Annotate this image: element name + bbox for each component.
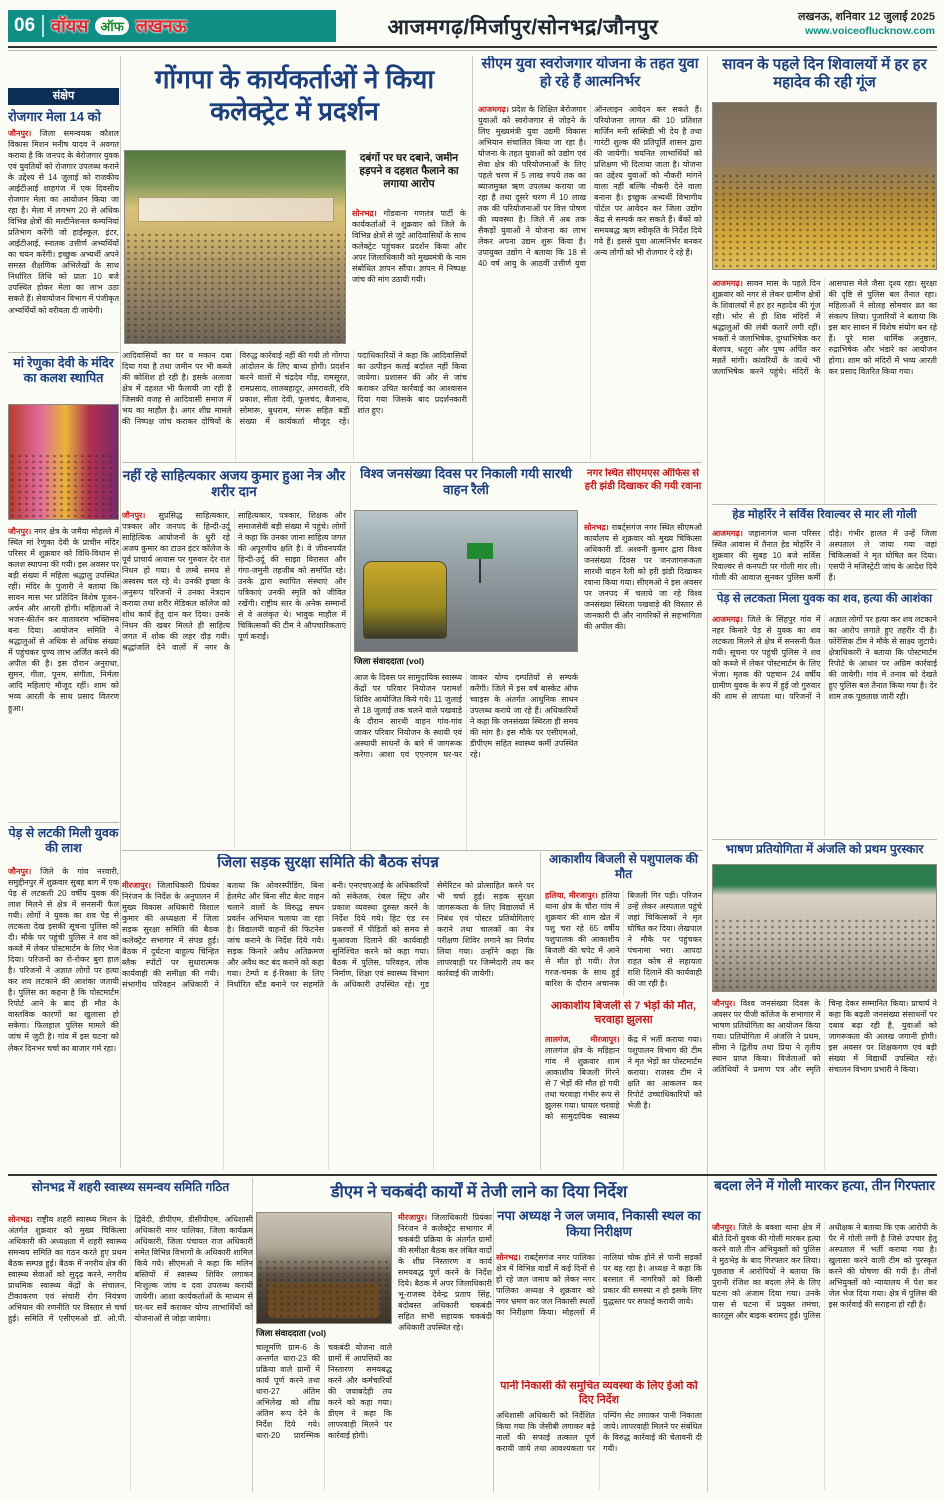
briefs-section-label: संक्षेप [8,88,119,105]
body-text: प्रदेश के शिक्षित बेरोजगार युवाओं को स्वरोजगार से जोड़ने के लिए मुख्यमंत्री युवा उद्यमी विकास अभियान संचालित किया जा रहा है। योजना के तहत युवाओं को उद्योग एवं सेवा क्षेत्र की परियोजनाओं के लिए पहले चरण में 5 लाख रुपये तक का ब्याजमुक्त ऋण उपलब्ध कराया जा रहा है तथा दूसरे चरण में 10 लाख तक की परियोजनाओं पर वित्त पोषण की व्यवस्था है। जिले में अब तक सैकड़ों युवाओं ने योजना का लाभ लेकर अपना उद्यम शुरू किया है। उपायुक्त उद्योग ने बताया कि 18 से 40 वर्ष आयु के आठवीं उत्तीर्ण युवा ऑनलाइन आवेदन कर सकते हैं। परियोजना लागत की 10 प्रतिशत मार्जिन मनी सब्सिडी भी देय है तथा गारंटी शुल्क की प्रतिपूर्ति शासन द्वारा की जायेगी। चयनित लाभार्थियों को प्रशिक्षण भी दिलाया जाता है। योजना का उद्देश्य युवाओं को नौकरी मांगने वाला नहीं बल्कि नौकरी देने वाला बनाना है। इच्छुक अभ्यर्थी विभागीय पोर्टल पर आवेदन कर जिला उद्योग केंद्र से सम्पर्क कर सकते हैं। बैंकों को समयबद्ध ऋण स्वीकृति के निर्देश दिये गये हैं। इससे युवा आत्मनिर्भर बनकर अन्य लोगों को भी रोजगार दे रहे हैं। [478,105,702,269]
article-body [712,528,937,588]
meeting-table [268,1283,381,1318]
masthead-word-of: ऑफ [95,17,128,35]
page-number: 06 [14,15,44,37]
section-rule [8,1174,937,1176]
body-text: नगर क्षेत्र के जमैया मोहल्ले में स्थित मां रेणुका देवी के प्राचीन मंदिर परिसर में शुक्रवार को विधि-विधान से कलश स्थापना की गयी। इस अवसर पर बड़ी संख्या में महिला श्रद्धालु उपस्थित रहीं। मंदिर के पुजारी ने बताया कि सावन मास भर प्रतिदिन विशेष पूजन-अर्चन और आरती होगी। महिलाओं ने भजन-कीर्तन कर वातावरण भक्तिमय बना दिया। आयोजन समिति ने श्रद्धालुओं से अधिक से अधिक संख्या में पहुंचकर पुण्य लाभ अर्जित करने की अपील की है। इस दौरान अनुराधा, सुमन, गीता, पूनम, संगीता, निर्मला आदि महिलाएं मौजूद रहीं। शाम को भव्य आरती के साथ प्रसाद वितरण हुआ। [8,527,119,713]
gongpa-protest-photo [124,150,346,344]
headline-swasthya-samiti: सोनभद्र में शहरी स्वास्थ्य समन्वय समिति गठित [31,1180,230,1194]
headline-ped-latakta-shav: पेड़ से लटकता मिला युवक का शव, हत्या की आशंका [716,593,933,605]
dateline: हलिया, मीरजापुर। [545,891,598,900]
section-rule [122,462,702,463]
article-body [122,510,346,848]
header-rule-thin [8,50,937,51]
article-body [584,522,702,850]
headline-renuka-devi: मां रेणुका देवी के मंदिर का कलश स्थापित [13,356,114,386]
body-text: जिले के सिंहपुर गांव में नहर किनारे पेड़ से युवक का शव लटकता मिलने से क्षेत्र में सनसनी फैल गयी। सूचना पर पहुंची पुलिस ने शव को कब्जे में लेकर पोस्टमार्टम के लिए भेजा। मृतक की पहचान 24 वर्षीय ग्रामीण युवक के रूप में हुई जो गुरुवार की शाम से लापता था। परिजनों ने अज्ञात लोगों पर हत्या कर शव लटकाने का आरोप लगाते हुए तहरीर दी है। फोरेंसिक टीम ने मौके से साक्ष्य जुटाये। क्षेत्राधिकारी ने बताया कि पोस्टमार्टम रिपोर्ट के आधार पर अग्रिम कार्रवाई की जायेगी। गांव में तनाव को देखते हुए पुलिस बल तैनात किया गया है। देर शाम तक पूछताछ जारी रही। [712,615,937,702]
dateline: आजमगढ़। [478,105,509,114]
body-text: राबर्ट्सगंज नगर स्थित सीएमओ कार्यालय से शुक्रवार को मुख्य चिकित्सा अधिकारी डॉ. अश्वनी कुमार द्वारा विश्व जनसंख्या दिवस पर जनजागरूकता सारथी वाहन रैली को हरी झंडी दिखाकर रवाना किया गया। सीएमओ ने इस अवसर पर जनपद में चलाये जा रहे विश्व जनसंख्या स्थिरता पखवाड़े की विस्तार से जानकारी दी और नागरिकों से सहभागिता की अपील की। [584,523,702,632]
article-body [354,672,578,850]
article-lead [352,208,466,344]
headline-napa-nirikshan: नपा अध्यक्ष ने जल जमाव, निकासी स्थल का किया निरीक्षण [497,1208,701,1239]
column-divider [472,56,473,462]
rally-flagoff-photo [354,510,578,652]
dateline: सोनभद्र। [496,1253,521,1262]
kalash-sthapana-photo [8,404,119,520]
dateline: मीरजापुर। [122,881,151,890]
dateline: सोनभद्र। [352,209,377,218]
body-text: जिलाधिकारी प्रियंका निरंजन के निर्देश के अनुपालन में मुख्य विकास अधिकारी विशाल कुमार की अध्यक्षता में जिला सड़क सुरक्षा समिति की बैठक कलेक्ट्रेट सभागार में संपन्न हुई। बैठक में दुर्घटना बाहुल्य चिन्हित ब्लैक स्पॉटों पर सुधारात्मक कार्यवाही की समीक्षा की गयी। संभागीय परिवहन अधिकारी ने बताया कि ओवरस्पीडिंग, बिना हेलमेट और बिना सीट बेल्ट वाहन चलाने वालों के विरुद्ध सघन प्रवर्तन अभियान चलाया जा रहा है। विद्यालयी वाहनों की फिटनेस जांच कराने के निर्देश दिये गये। सड़क किनारे अवैध अतिक्रमण और अवैध कट बंद कराने को कहा गया। टेम्पो व ई-रिक्शा के लिए निर्धारित स्टैंड बनाने पर सहमति बनी। एनएचएआई के अधिकारियों को संकेतक, रंबल स्ट्रिप और प्रकाश व्यवस्था दुरुस्त करने के निर्देश दिये गये। हिट एंड रन प्रकरणों में पीड़ितों को समय से मुआवजा दिलाने की कार्यवाही सुनिश्चित करने को कहा गया। बैठक में पुलिस, परिवहन, लोक निर्माण, शिक्षा एवं स्वास्थ्य विभाग के अधिकारी उपस्थित रहे। गुड सेमेरिटन को प्रोत्साहित करने पर भी चर्चा हुई। सड़क सुरक्षा जागरूकता के लिए विद्यालयों में निबंध एवं पोस्टर प्रतियोगिताएं कराने तथा चालकों का नेत्र परीक्षण शिविर लगाने का निर्णय लिया गया। उन्होंने कहा कि लापरवाही पर जिम्मेदारी तय कर कार्रवाई की जायेगी। [122,881,534,990]
headline-badla-hatya-giraftar: बदला लेने में गोली मारकर हत्या, तीन गिरफ्तार [714,1178,935,1193]
subhead-pani-nikasi: पानी निकासी की समुचित व्यवस्था के लिए ईओ को दिए निर्देश [500,1380,698,1406]
photo-caption: जिला संवाददाता (vol) [354,656,425,666]
headline-sarathi-vahan-rally: विश्व जनसंख्या दिवस पर निकाली गयी सारथी वाहन रैली [360,466,572,497]
photo-caption: जिला संवाददाता (vol) [256,1328,327,1338]
section-rule [8,352,119,353]
body-text: सावन मास के पहले दिन शुक्रवार को नगर से लेकर ग्रामीण क्षेत्रों के शिवालयों में हर हर महादेव की गूंज रही। भोर से ही शिव मंदिरों में श्रद्धालुओं की लंबी कतारें लगी रहीं। भक्तों ने जलाभिषेक, दुग्धाभिषेक कर बेलपत्र, धतूरा और पुष्प अर्पित कर मन्नतें मांगी। कांवरियों के जत्थे भी जलाभिषेक करने पहुंचे। मंदिरों के आसपास मेले जैसा दृश्य रहा। सुरक्षा की दृष्टि से पुलिस बल तैनात रहा। महिलाओं ने सोलह सोमवार व्रत का संकल्प लिया। पुजारियों ने बताया कि इस बार सावन में विशेष संयोग बन रहे हैं। पूरे मास धार्मिक अनुष्ठान, रुद्राभिषेक और भंडारे का आयोजन होगा। शाम को मंदिरों में भव्य आरती कर प्रसाद वितरित किया गया। [712,279,937,377]
article-body [8,128,119,350]
article-body [712,278,937,504]
dateline: जौनपुर। [712,999,736,1008]
article-body [496,1252,702,1376]
body-text: चालूमणि ग्राम-6 के अन्तर्गत धारा-23 की प्रक्रिया वाले ग्रामों में कार्य पूर्ण करने तथा धारा-27 अंतिम अभिलेख को शीघ्र अंतिम रूप देने के निर्देश दिये गये। धारा-20 प्रारम्भिक चकबंदी योजना वाले ग्रामों में आपत्तियों का निस्तारण समयबद्ध करने और कर्मचारियों की जवाबदेही तय करने को कहा गया। डीएम ने कहा कि लापरवाही मिलने पर कार्रवाई होगी। [256,1343,392,1441]
prize-ceremony-photo [712,864,937,992]
dateline: जौनपुर। [712,1223,736,1232]
article-body [122,880,534,1170]
body-text: जिले के गांव नरवारी, समुद्दीनपुर में शुक्रवार सुबह बाग में एक पेड़ से लटकती 20 वर्षीय युवक की लाश मिलने से क्षेत्र में सनसनी फैल गयी। लोगों ने युवक का शव पेड़ से लटकता देख इसकी सूचना पुलिस को दी। मौके पर पहुंची पुलिस ने शव को कब्जे में लेकर पोस्टमार्टम के लिए भेज दिया। परिजनों का रो-रोकर बुरा हाल है। परिजनों ने अज्ञात लोगों पर हत्या कर शव लटकाने की आशंका जतायी है। पुलिस का कहना है कि पोस्टमार्टम रिपोर्ट आने के बाद ही मौत के वास्तविक कारणों का खुलासा हो सकेगा। फिलहाल पुलिस मामले की जांच में जुटी है। गांव में इस घटना को लेकर दिनभर चर्चा का बाजार गर्म रहा। [8,867,119,1053]
article-body [712,614,937,836]
headline-sahityakar-ajay-kumar: नहीं रहे साहित्यकार अजय कुमार हुआ नेत्र और शरीर दान [122,468,346,500]
section-rule [8,822,119,823]
body-text: जिला समन्वयक कौशल विकास मिशन मनीष यादव ने अवगत कराया है कि जनपद के बेरोजगार युवक एवं युवतियों को रोजगार उपलब्ध कराने के उद्देश्य से 14 जुलाई को राजकीय आईटीआई शाहगंज में एक दिवसीय रोजगार मेला का आयोजन किया जा रहा है। मेला में लगभग 20 से अधिक विभिन्न क्षेत्रों की मल्टीनेशनल कम्पनियां प्रतिभाग करेंगी जो हाईस्कूल, इंटर, आईटीआई, स्नातक उत्तीर्ण अभ्यर्थियों का चयन करेंगी। इच्छुक अभ्यर्थी अपने समस्त शैक्षणिक अभिलेखों के साथ निर्धारित तिथि को प्रातः 10 बजे उपस्थित होकर मेला का लाभ उठा सकते हैं। सेवायोजन विभाग में पंजीकृत अभ्यर्थियों को वरीयता दी जायेगी। [8,129,119,315]
article-body [256,1342,392,1490]
article-body [398,1212,492,1490]
column-divider [707,56,708,1492]
dateline: आजमगढ़। [712,279,743,288]
body-text: जिलाधिकारी प्रियंका निरंजन ने कलेक्ट्रेट सभागार में चकबंदी प्रक्रिया के अंतर्गत ग्रामों की समीक्षा बैठक कर लंबित वादों के शीघ्र निस्तारण व कार्य समयबद्ध पूर्ण करने के निर्देश दिये। बैठक में अपर जिलाधिकारी भू-राजस्व देवेन्द्र प्रताप सिंह, बंदोबस्त अधिकारी चकबंदी सहित सभी सहायक चकबंदी अधिकारी उपस्थित रहे। [398,1213,492,1333]
body-text: राबर्ट्सगंज नगर पालिका क्षेत्र में विभिन्न वार्डों में कई दिनों से हो रहे जल जमाव को लेकर नगर पालिका अध्यक्ष ने शुक्रवार को नगर भ्रमण कर जल निकासी स्थलों का निरीक्षण किया। मोहल्लों में नालियां चोक होने से पानी सड़कों पर बह रहा है। अध्यक्ष ने कहा कि बरसात में नागरिकों को किसी प्रकार की समस्या न हो इसके लिए युद्धस्तर पर सफाई करायी जाये। [496,1253,702,1318]
article-body [545,890,702,996]
dateline: जौनपुर। [8,527,32,536]
body-text: विश्व जनसंख्या दिवस के अवसर पर पीजी कॉलेज के सभागार में भाषण प्रतियोगिता का आयोजन किया गया। प्रतियोगिता में अंजलि ने प्रथम, सीमा ने द्वितीय तथा प्रिया ने तृतीय स्थान प्राप्त किया। विजेताओं को अतिथियों ने प्रमाण पत्र और स्मृति चिन्ह देकर सम्मानित किया। प्राचार्य ने कहा कि बढ़ती जनसंख्या संसाधनों पर दबाव बढ़ा रही है, युवाओं को जागरूकता की अलख जगानी होगी। इस अवसर पर शिक्षकगण एवं बड़ी संख्या में विद्यार्थी उपस्थित रहे। संचालन विभाग प्रभारी ने किया। [712,999,937,1075]
region-edition-title: आजमगढ़/मिर्जापुर/सोनभद्र/जौनपुर [387,16,659,39]
subhead-gongpa: दबंगों पर घर दबाने, जमीन हड़पने व दहशत फैलाने का लगाया आरोप [359,152,459,191]
column-divider [120,56,121,1168]
body-text: अधिशासी अधिकारी को निर्देशित किया गया कि जेसीबी लगाकर बड़े नालों की सफाई तत्काल पूर्ण करायी जाये तथा आवश्यकता पर पम्पिंग सेट लगाकर पानी निकाला जाये। लापरवाही मिलने पर संबंधित के विरुद्ध कार्रवाई की चेतावनी दी गयी। [496,1411,702,1454]
shivalay-pooja-photo [712,102,937,270]
headline-sawan-shivalay: सावन के पहले दिन शिवालयों में हर हर महादेव की रही गूंज [722,56,927,92]
website-url: www.voiceoflucknow.com [805,24,935,37]
body-text: जिले के बक्शा थाना क्षेत्र में बीते दिनों युवक की गोली मारकर हत्या करने वाले तीन अभियुक्तों को पुलिस ने मुठभेड़ के बाद गिरफ्तार कर लिया। पूछताछ में आरोपियों ने बताया कि पुरानी रंजिश का बदला लेने के लिए घटना को अंजाम दिया गया। उनके पास से घटना में प्रयुक्त तमंचा, कारतूस और बाइक बरामद हुई। पुलिस अधीक्षक ने बताया कि एक आरोपी के पैर में गोली लगी है जिसे उपचार हेतु अस्पताल में भर्ती कराया गया है। खुलासा करने वाली टीम को पुरस्कृत करने की घोषणा की गयी है। तीनों अभियुक्तों को न्यायालय में पेश कर जेल भेज दिया गया। क्षेत्र में पुलिस की इस कार्रवाई की सराहना हो रही है। [712,1223,937,1321]
section-rule [712,504,937,505]
masthead-word-lucknow: लखनऊ [135,16,187,36]
body-text: सुप्रसिद्ध साहित्यकार, पत्रकार और जनपद के हिन्दी-उर्दू साहित्यिक आयोजनों के धुरी रहे अजय कुमार का टाउन इंटर कॉलेज के पूर्व प्राचार्य आवास पर गुरुवार देर रात निधन हो गया। वे लम्बे समय से अस्वस्थ चल रहे थे। उनकी इच्छा के अनुरूप परिजनों ने उनका नेत्रदान कराया तथा शरीर मेडिकल कॉलेज को शोध कार्य हेतु दान कर दिया। उनके निधन की खबर मिलते ही साहित्य जगत में शोक की लहर दौड़ गयी। श्रद्धांजलि देने वालों में नगर के साहित्यकार, पत्रकार, शिक्षक और समाजसेवी बड़ी संख्या में पहुंचे। लोगों ने कहा कि उनका जाना साहित्य जगत की अपूरणीय क्षति है। वे जीवनपर्यंत हिन्दी-उर्दू की साझा विरासत और गंगा-जमुनी तहजीब को समर्पित रहे। उनके द्वारा स्थापित संस्थाएं और पत्रिकाएं उनकी स्मृति को जीवित रखेंगी। राष्ट्रीय स्तर के अनेक सम्मानों से वे अलंकृत थे। भावुक माहौल में चिकित्सकों की टीम ने औपचारिकताएं पूर्ण कराईं। [122,511,346,653]
headline-ped-latki-lash: पेड़ से लटकी मिली युवक की लाश [8,826,119,856]
green-flag [467,543,493,559]
article-body [8,866,119,1162]
body-text: लालगंज क्षेत्र के मड़िहान गांव में शुक्रवार शाम आकाशीय बिजली गिरने से 7 भेड़ों की मौत हो गयी तथा चरवाहा गंभीर रूप से झुलस गया। घायल चरवाहे को सामुदायिक स्वास्थ्य केंद्र में भर्ती कराया गया। पशुपालन विभाग की टीम ने मृत भेड़ों का पोस्टमार्टम कराया। राजस्व टीम ने क्षति का आकलन कर रिपोर्ट उच्चाधिकारियों को भेजी है। [545,1035,702,1122]
body-text: हलिया थाना क्षेत्र के चौरा गांव में शुक्रवार की शाम खेत में पशु चरा रहे 65 वर्षीय पशुपालक की आकाशीय बिजली की चपेट में आने से मौत हो गयी। तेज गरज-चमक के साथ हुई बारिश के दौरान अचानक बिजली गिर पड़ी। परिजन उन्हें लेकर अस्पताल पहुंचे जहां चिकित्सकों ने मृत घोषित कर दिया। लेखपाल ने मौके पर पहुंचकर पंचनामा भरा। आपदा राहत कोष से सहायता राशि दिलाने की कार्यवाही की जा रही है। [545,891,702,989]
subhead-rally-ravana: नगर स्थित सीएमएस ऑफिस से हरी झंडी दिखाकर की गयी रवाना [584,468,702,492]
body-text: राष्ट्रीय शहरी स्वास्थ्य मिशन के अंतर्गत शुक्रवार को मुख्य चिकित्सा अधिकारी की अध्यक्षता में शहरी स्वास्थ्य समन्वय समिति का गठन करते हुए प्रथम बैठक सम्पन्न हुई। बैठक में नगरीय क्षेत्र की स्वास्थ्य सेवाओं को सुदृढ़ करने, नगरीय प्राथमिक स्वास्थ्य केंद्रों के संचालन, टीकाकरण एवं संचारी रोग नियंत्रण अभियान की रणनीति पर विस्तार से चर्चा हुई। समिति में एसीएमओ डॉ. ओ.पी. द्विवेदी, डीपीएम, डीसीपीएम, अधिशासी अधिकारी नगर पालिका, जिला कार्यक्रम अधिकारी, जिला पंचायत राज अधिकारी समेत विभिन्न विभागों के अधिकारी शामिल किये गये। सीएमओ ने कहा कि मलिन बस्तियों में स्वास्थ्य शिविर लगाकर निःशुल्क जांच व दवा उपलब्ध करायी जायेगी। आशा कार्यकर्ताओं के माध्यम से घर-घर सर्वे कराकर योग्य लाभार्थियों को योजनाओं से जोड़ा जायेगा। [8,1215,253,1324]
section-rule [712,589,937,590]
headline-gongpa-pradarshan: गोंगपा के कार्यकर्ताओं ने किया कलेक्ट्रेट में प्रदर्शन [154,64,435,126]
header-right [798,11,935,38]
header-rule [8,46,937,48]
headline-dm-chakbandi: डीएम ने चकबंदी कार्यों में तेजी लाने का दिया निर्देश [330,1183,628,1201]
dateline: जौनपुर। [8,129,32,138]
article-body [545,1034,702,1170]
dateline: जौनपुर। [122,511,146,520]
dateline: सोनभद्र। [584,523,609,532]
subhead-bijli-bhed-maut: आकाशीय बिजली से 7 भेड़ों की मौत, चरवाहा झुलसा [550,1000,697,1026]
body-text: आदिवासियों का घर व मकान दबा दिया गया है तथा जमीन पर भी कब्जे की कोशिश हो रही है। इसके अलावा क्षेत्र में दहशत भी फैलायी जा रही है जिसकी वजह से आदिवासी समाज में भय का माहौल है। अगर शीघ्र मामले की निष्पक्ष जांच कराकर दोषियों के विरुद्ध कार्रवाई नहीं की गयी तो गोंगपा आंदोलन के लिए बाध्य होगी। प्रदर्शन करने वालों में चंद्रदेव गोंड़, रामसूरत, रामप्रसाद, लालबहादुर, अमरावती, रवि प्रकाश, सीता देवी, फूलचंद, बैजनाथ, सोमारू, बुधराम, मंगरू सहित बड़ी संख्या में कार्यकर्ता मौजूद रहे। पदाधिकारियों ने कहा कि आदिवासियों का उत्पीड़न कतई बर्दाश्त नहीं किया जायेगा। प्रशासन की ओर से जांच कराकर उचित कार्रवाई का आश्वासन दिया गया जिसके बाद प्रदर्शनकारी शांत हुए। [122,351,467,427]
body-text: आज के दिवस पर सामुदायिक स्वास्थ्य केंद्रों पर परिवार नियोजन परामर्श शिविर आयोजित किये गये। 11 जुलाई से 18 जुलाई तक चलने वाले पखवाड़े के दौरान सारथी वाहन गांव-गांव जाकर परिवार नियोजन के स्थायी एवं अस्थायी साधनों के बारे में जागरूक करेगा। आशा एवं एएनएम घर-घर जाकर योग्य दम्पतियों से सम्पर्क करेंगी। जिले में इस वर्ष बास्केट ऑफ च्वाइस के अंतर्गत आधुनिक साधन उपलब्ध कराये जा रहे हैं। अधिकारियों ने कहा कि जनसंख्या स्थिरता ही समय की मांग है। इस मौके पर एसीएमओ, डीपीएम सहित स्वास्थ्य कर्मी उपस्थित रहे। [354,673,578,760]
article-body [712,1222,937,1490]
body-text: गोंडवाना गणतंत्र पार्टी के कार्यकर्ताओं ने शुक्रवार को जिले के विभिन्न क्षेत्रों से जुटे आदिवासियों के साथ कलेक्ट्रेट पहुंचकर प्रदर्शन किया और अपर जिलाधिकारी को मुख्यमंत्री के नाम संबोधित ज्ञापन सौंपा। ज्ञापन में निष्पक्ष जांच की मांग उठायी गयी। [352,209,466,285]
headline-cm-yuva-swarojgar: सीएम युवा स्वरोजगार योजना के तहत युवा हो रहे हैं आत्मनिर्भर [481,56,699,90]
dm-meeting-photo [256,1212,392,1324]
dateline: आजमगढ़। [712,529,743,538]
headline-bhashan-pratiyogita: भाषण प्रतियोगिता में अंजलि को प्रथम पुरस्कार [725,842,924,856]
dateline: मीरजापुर। [398,1213,427,1222]
article-body [478,104,702,460]
headline-rojgar-mela: रोजगार मेला 14 को [8,109,101,124]
article-body [8,526,119,820]
column-divider [540,852,541,1170]
article-body [712,998,937,1170]
headline-bijli-pashupalak-maut: आकाशीय बिजली से पशुपालक की मौत [549,852,698,881]
headline-sadak-suraksha-baithak: जिला सड़क सुरक्षा समिति की बैठक संपन्न [217,854,439,871]
column-divider [350,466,351,850]
dateline: आजमगढ़। [712,615,743,624]
body-text: जहानागंज थाना परिसर स्थित आवास में तैनात हेड मोहर्रिर ने शुक्रवार की सुबह 10 बजे सर्विस रिवाल्वर से कनपटी पर गोली मार ली। गोली की आवाज सुनकर पुलिस कर्मी दौड़े। गंभीर हालत में उन्हें जिला अस्पताल ले जाया गया जहां चिकित्सकों ने मृत घोषित कर दिया। एसपी ने मजिस्ट्रेटी जांच के आदेश दिये हैं। [712,529,937,583]
article-body [496,1410,702,1490]
dateline: लालगंज, मीरजापुर। [545,1035,620,1044]
headline-head-moharrir-goli: हेड मोहर्रिर ने सर्विस रिवाल्वर से मार ली गोली [732,509,917,521]
publication-date: लखनऊ, शनिवार 12 जुलाई 2025 [798,11,935,23]
dateline: जौनपुर। [8,867,32,876]
auto-rickshaw [363,561,447,639]
section-rule [712,839,937,840]
dateline: सोनभद्र। [8,1215,33,1224]
article-body [8,1214,253,1490]
masthead-band [8,10,336,42]
column-divider [493,1208,494,1492]
article-body [122,350,467,460]
masthead-word-voice: वॉयस [51,16,89,36]
section-rule [122,850,702,851]
